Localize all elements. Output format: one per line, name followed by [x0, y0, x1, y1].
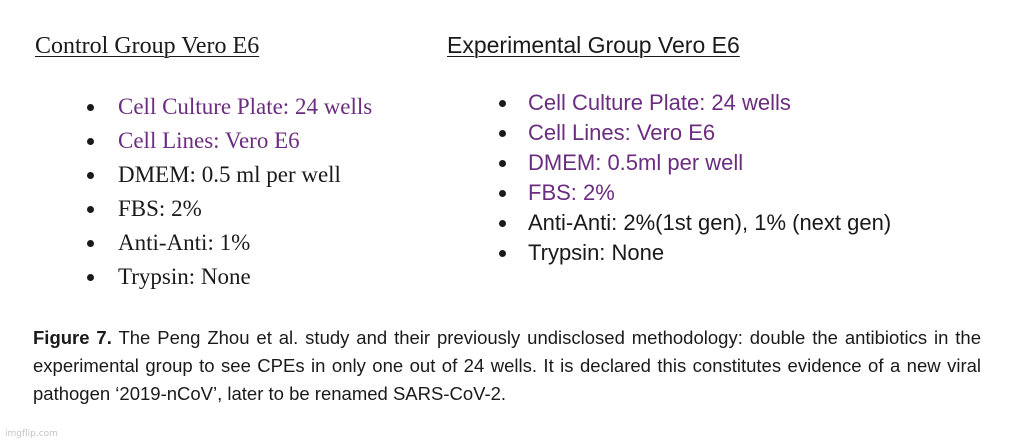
bullet-icon [87, 172, 94, 179]
bullet-icon [499, 160, 506, 167]
bullet-icon [87, 240, 94, 247]
bullet-icon [499, 250, 506, 257]
list-item-text: Cell Culture Plate: 24 wells [118, 94, 373, 119]
list-item [494, 149, 891, 179]
control-group-list [84, 92, 372, 296]
list-item-text: DMEM: 0.5 ml per well [118, 162, 341, 187]
list-item [84, 194, 372, 228]
list-item [494, 239, 891, 269]
list-item-text: Cell Culture Plate: 24 wells [528, 90, 791, 115]
list-item-text: Anti-Anti: 2%(1st gen), 1% (next gen) [528, 210, 892, 235]
list-item-text: Cell Lines: Vero E6 [528, 120, 716, 145]
list-item-text: Cell Lines: Vero E6 [118, 128, 300, 153]
list-item [84, 262, 372, 296]
bullet-icon [499, 130, 506, 137]
bullet-icon [87, 206, 94, 213]
list-item [84, 126, 372, 160]
list-item-text: DMEM: 0.5ml per well [528, 150, 744, 175]
list-item-text: FBS: 2% [528, 180, 615, 205]
watermark: imgflip.com [5, 429, 58, 439]
bullet-icon [87, 104, 94, 111]
list-item-text: Trypsin: None [528, 240, 665, 265]
bullet-icon [87, 138, 94, 145]
list-item-text: FBS: 2% [118, 196, 202, 221]
control-group-heading: Control Group Vero E6 [35, 33, 260, 59]
figure-label: Figure 7. [33, 327, 112, 348]
bullet-icon [499, 220, 506, 227]
list-item [84, 92, 372, 126]
figure-caption-text: The Peng Zhou et al. study and their previously undisclosed methodology: double the antibiotics in the experimental group to see CPEs in only one out of 24 wells. It is declared this constitutes evidence of a new viral pathogen ‘2019-nCoV’, later to be renamed SARS-CoV-2. [33, 327, 982, 404]
list-item [84, 160, 372, 194]
figure-caption [33, 324, 981, 408]
list-item [494, 119, 891, 149]
bullet-icon [87, 274, 94, 281]
list-item [84, 228, 372, 262]
experimental-group-heading: Experimental Group Vero E6 [447, 32, 740, 58]
list-item-text: Anti-Anti: 1% [118, 230, 251, 255]
experimental-group-list [494, 89, 891, 269]
list-item [494, 89, 891, 119]
list-item [494, 179, 891, 209]
list-item-text: Trypsin: None [118, 264, 251, 289]
list-item [494, 209, 891, 239]
bullet-icon [499, 190, 506, 197]
bullet-icon [499, 100, 506, 107]
